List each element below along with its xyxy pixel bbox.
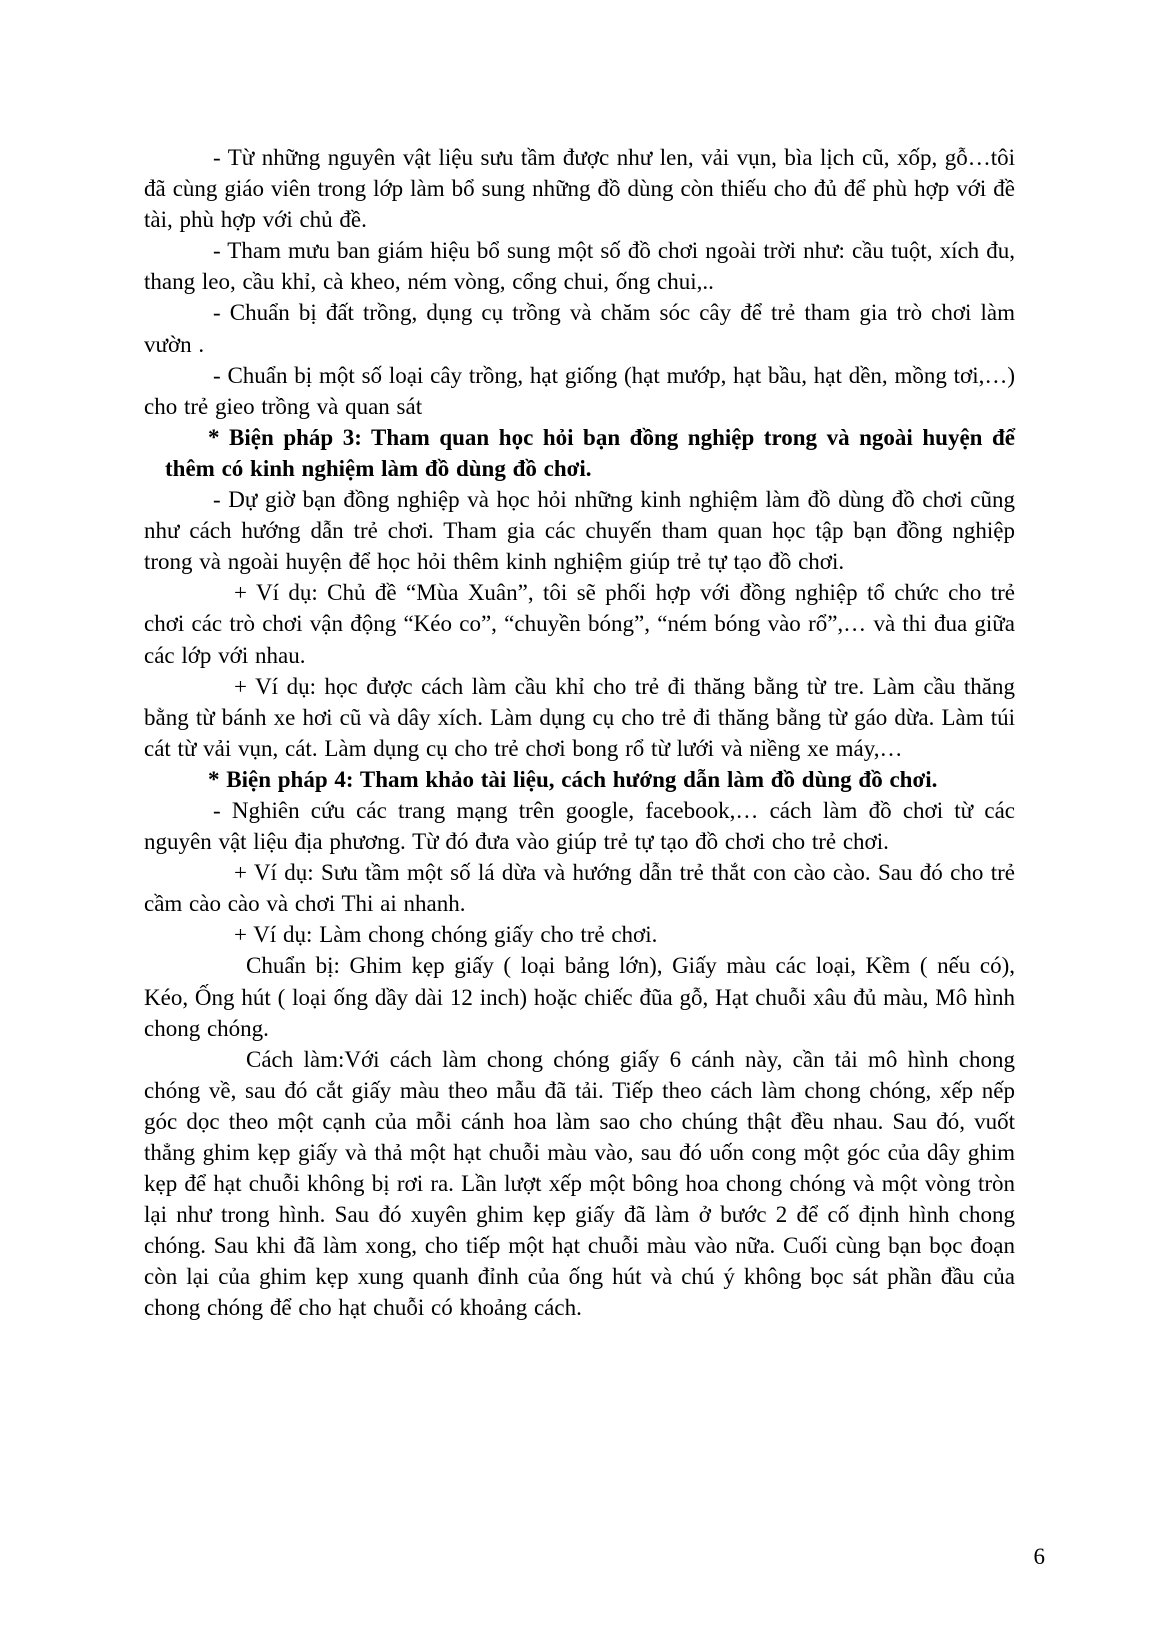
paragraph: + Ví dụ: học được cách làm cầu khỉ cho trẻ đi thăng bằng từ tre. Làm cầu thăng bằng từ bánh xe hơi cũ và dây xích. Làm dụng cụ cho trẻ đi thăng bằng từ gáo dừa. Làm túi cát từ vải vụn, cát. Làm dụng cụ cho trẻ chơi bong rổ từ lưới và niềng xe máy,… [144,673,1015,761]
page-number: 6 [1033,1544,1045,1569]
document-body [144,142,1015,1324]
paragraph: Cách làm:Với cách làm chong chóng giấy 6 cánh này, cần tải mô hình chong chóng về, sau đó cắt giấy màu theo mẫu đã tải. Tiếp theo cách làm chong chóng, xếp nếp góc dọc theo một cạnh của mỗi cánh hoa làm sao cho chúng thật đều nhau. Sau đó, vuốt thẳng ghim kẹp giấy và thả một hạt chuỗi màu vào, sau đó uốn cong một góc của dây ghim kẹp để hạt chuỗi không bị rơi ra. Lần lượt xếp một bông hoa chong chóng và một vòng tròn lại như trong hình. Sau đó xuyên ghim kẹp giấy đã làm ở bước 2 để cố định hình chong chóng. Sau khi đã làm xong, cho tiếp một hạt chuỗi màu vào nữa. Cuối cùng bạn bọc đoạn còn lại của ghim kẹp xung quanh đỉnh của ống hút và chú ý không bọc sát phần đầu của chong chóng để cho hạt chuỗi có khoảng cách. [144,1046,1015,1321]
paragraph: - Tham mưu ban giám hiệu bổ sung một số đồ chơi ngoài trời như: cầu tuột, xích đu, thang leo, cầu khỉ, cà kheo, ném vòng, cổng chui, ống chui,.. [144,238,1015,295]
paragraph: + Ví dụ: Chủ đề “Mùa Xuân”, tôi sẽ phối hợp với đồng nghiệp tổ chức cho trẻ chơi các trò chơi vận động “Kéo co”, “chuyền bóng”, “ném bóng vào rổ”,… và thi đua giữa các lớp với nhau. [144,580,1015,668]
paragraph: - Nghiên cứu các trang mạng trên google, facebook,… cách làm đồ chơi từ các nguyên vật liệu địa phương. Từ đó đưa vào giúp trẻ tự tạo đồ chơi cho trẻ chơi. [144,797,1015,855]
paragraph: + Ví dụ: Làm chong chóng giấy cho trẻ chơi. [234,922,658,948]
paragraph: + Ví dụ: Sưu tầm một số lá dừa và hướng dẫn trẻ thắt con cào cào. Sau đó cho trẻ cầm cào cào và chơi Thi ai nhanh. [144,860,1015,917]
paragraph: - Chuẩn bị đất trồng, dụng cụ trồng và chăm sóc cây để trẻ tham gia trò chơi làm vườn . [144,300,1015,357]
paragraph: - Từ những nguyên vật liệu sưu tầm được như len, vải vụn, bìa lịch cũ, xốp, gỗ…tôi đã cùng giáo viên trong lớp làm bổ sung những đồ dùng còn thiếu cho đủ để phù hợp với đề tài, phù hợp với chủ đề. [144,145,1015,233]
paragraph: Chuẩn bị: Ghim kẹp giấy ( loại bảng lớn), Giấy màu các loại, Kềm ( nếu có), Kéo, Ống hút ( loại ống dầy dài 12 inch) hoặc chiếc đũa gỗ, Hạt chuỗi xâu đủ màu, Mô hình chong chóng. [144,953,1015,1041]
section-heading: * Biện pháp 4: Tham khảo tài liệu, cách hướng dẫn làm đồ dùng đồ chơi. [208,766,938,792]
paragraph: - Chuẩn bị một số loại cây trồng, hạt giống (hạt mướp, hạt bầu, hạt dền, mồng tơi,…) cho trẻ gieo trồng và quan sát [144,362,1015,419]
section-heading: * Biện pháp 3: Tham quan học hỏi bạn đồng nghiệp trong và ngoài huyện để thêm có kinh nghiệm làm đồ dùng đồ chơi. [165,424,1015,481]
paragraph: - Dự giờ bạn đồng nghiệp và học hỏi những kinh nghiệm làm đồ dùng đồ chơi cũng như cách hướng dẫn trẻ chơi. Tham gia các chuyến tham quan học tập bạn đồng nghiệp trong và ngoài huyện để học hỏi thêm kinh nghiệm giúp trẻ tự tạo đồ chơi. [144,487,1015,575]
